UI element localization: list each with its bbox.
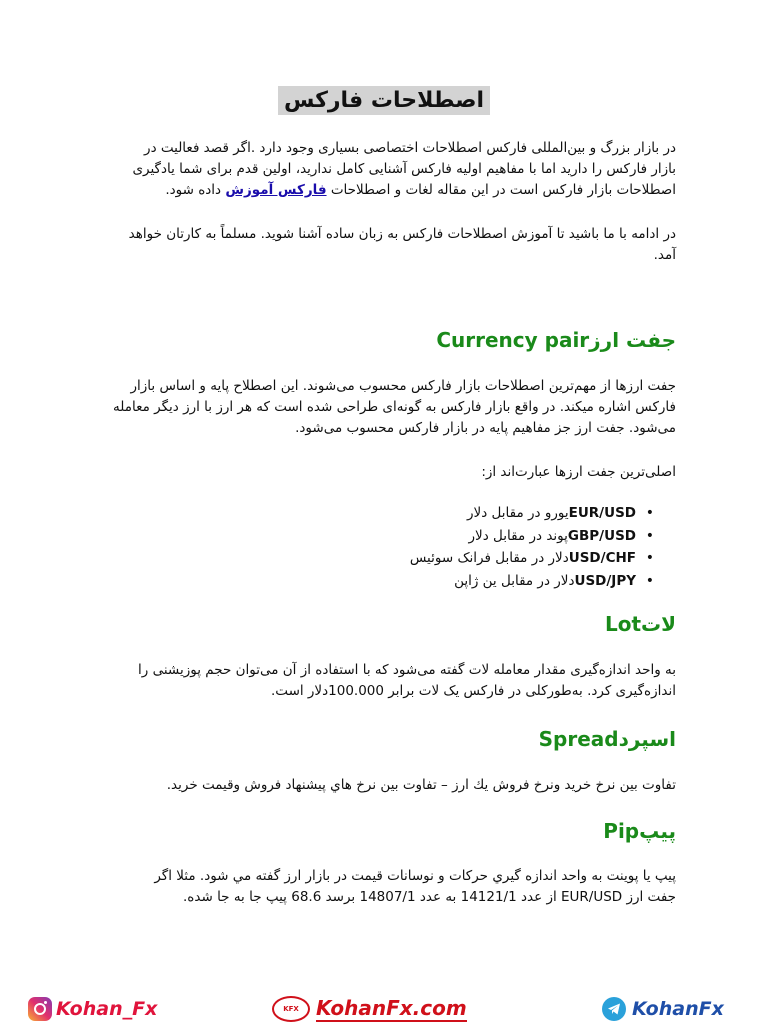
website-link[interactable] <box>272 994 467 1024</box>
telegram-icon <box>602 997 626 1021</box>
pair-desc: پوند در مقابل دلار <box>468 527 568 544</box>
bullet-icon: • <box>645 572 654 589</box>
pip-heading: پیپPip <box>603 819 676 843</box>
kfx-logo-icon: KFX <box>272 996 310 1022</box>
lot-line-1: به واحد اندازه‌گیری مقدار معامله لات گفته می‌شود که با استفاده از آن می‌توان حجم پوزیشنی را <box>138 662 676 678</box>
instagram-label: Kohan_Fx <box>56 998 158 1020</box>
telegram-plane-icon <box>606 1001 622 1017</box>
intro2-paragraph <box>92 224 676 266</box>
pairs-list-intro: اصلی‌ترین جفت ارزها عبارت‌اند از: <box>481 464 676 480</box>
intro2-line-1: در ادامه با ما باشید تا آموزش اصطلاحات فارکس به زبان ساده آشنا شوید. مسلماً به کارتان خواهد <box>128 226 676 242</box>
lot-paragraph <box>92 660 676 702</box>
title-wrap <box>0 86 768 115</box>
pip-line-2: جفت ارز EUR/USD از عدد 14121/1 به عدد 14807/1 برسد 68.6 پيپ جا به جا شده. <box>183 889 676 905</box>
pair-code: GBP/USD <box>567 527 636 544</box>
instagram-icon <box>28 997 52 1021</box>
list-item <box>92 525 676 548</box>
intro-line-3-before: اصطلاحات بازار فارکس است در این مقاله لغات و اصطلاحات <box>330 182 676 198</box>
intro-line-1: در بازار بزرگ و بین‌المللی فارکس اصطلاحات اختصاصی بسیاری وجود دارد .اگر قصد فعالیت در <box>144 140 676 156</box>
lot-line-2: اندازه‌گیری کرد. به‌طورکلی در فارکس یک لات برابر 100.000دلار است. <box>271 683 676 699</box>
bullet-icon: • <box>645 505 654 521</box>
intro-line-3 <box>92 180 676 201</box>
currency-pair-heading: جفت ارزCurrency pair <box>436 328 676 352</box>
pair-desc: دلار در مقابل فرانک سوئیس <box>409 550 569 566</box>
pip-paragraph <box>92 866 676 908</box>
list-item <box>92 547 676 570</box>
instagram-handle[interactable] <box>28 996 157 1022</box>
pair-code: USD/CHF <box>568 550 636 566</box>
spread-paragraph: تفاوت بين نرخ خريد ونرخ فروش يك ارز – تفاوت بين نرخ هاي پيشنهاد فروش وقيمت خريد. <box>166 777 676 793</box>
pair-code: EUR/USD <box>568 505 636 521</box>
list-item <box>92 570 676 593</box>
intro-line-3-after: داده شود. <box>165 182 222 198</box>
pair-code: USD/JPY <box>574 572 636 589</box>
currency-line-2: فارکس اشاره میکند. در واقع بازار فارکس به گونه‌ای طراحی شده است که هر ارز با ارز دیگر معامله <box>113 399 676 415</box>
pip-line-1: پيپ يا پوينت به واحد اندازه گيري حركات و نوسانات قيمت در بازار ارز گفته مي شود. مثلا اگر <box>154 868 676 884</box>
bullet-icon: • <box>645 527 654 544</box>
forex-education-link[interactable]: فارکس آموزش <box>225 182 327 198</box>
telegram-label: KohanFx <box>632 998 724 1020</box>
intro-paragraph <box>92 138 676 201</box>
currency-pairs-list <box>92 502 676 592</box>
page-title: اصطلاحات فارکس <box>278 86 490 115</box>
telegram-handle[interactable] <box>602 996 724 1022</box>
list-item <box>92 502 676 525</box>
currency-line-3: می‌شود. جفت ارز جز مفاهیم پایه در بازار فارکس محسوب می‌شود. <box>295 420 676 436</box>
currency-pair-paragraph <box>92 376 676 439</box>
pair-desc: دلار در مقابل ین ژاپن <box>454 572 575 589</box>
intro2-line-2: آمد. <box>653 247 676 263</box>
lot-heading: لاتLot <box>604 612 676 636</box>
pair-desc: یورو در مقابل دلار <box>467 505 569 521</box>
footer <box>0 992 768 1024</box>
currency-line-1: جفت ارزها از مهم‌ترین اصطلاحات بازار فارکس محسوب می‌شوند. این اصطلاح پایه و اساس بازار <box>130 378 676 394</box>
intro-line-2: بازار فارکس را دارید اما با مفاهیم اولیه فارکس آشنایی کامل ندارید، اولین قدم برای شما یادگیری <box>132 161 676 177</box>
spread-heading: اسپردSpread <box>538 727 676 751</box>
website-label: KohanFx.com <box>316 996 467 1020</box>
bullet-icon: • <box>645 550 654 566</box>
